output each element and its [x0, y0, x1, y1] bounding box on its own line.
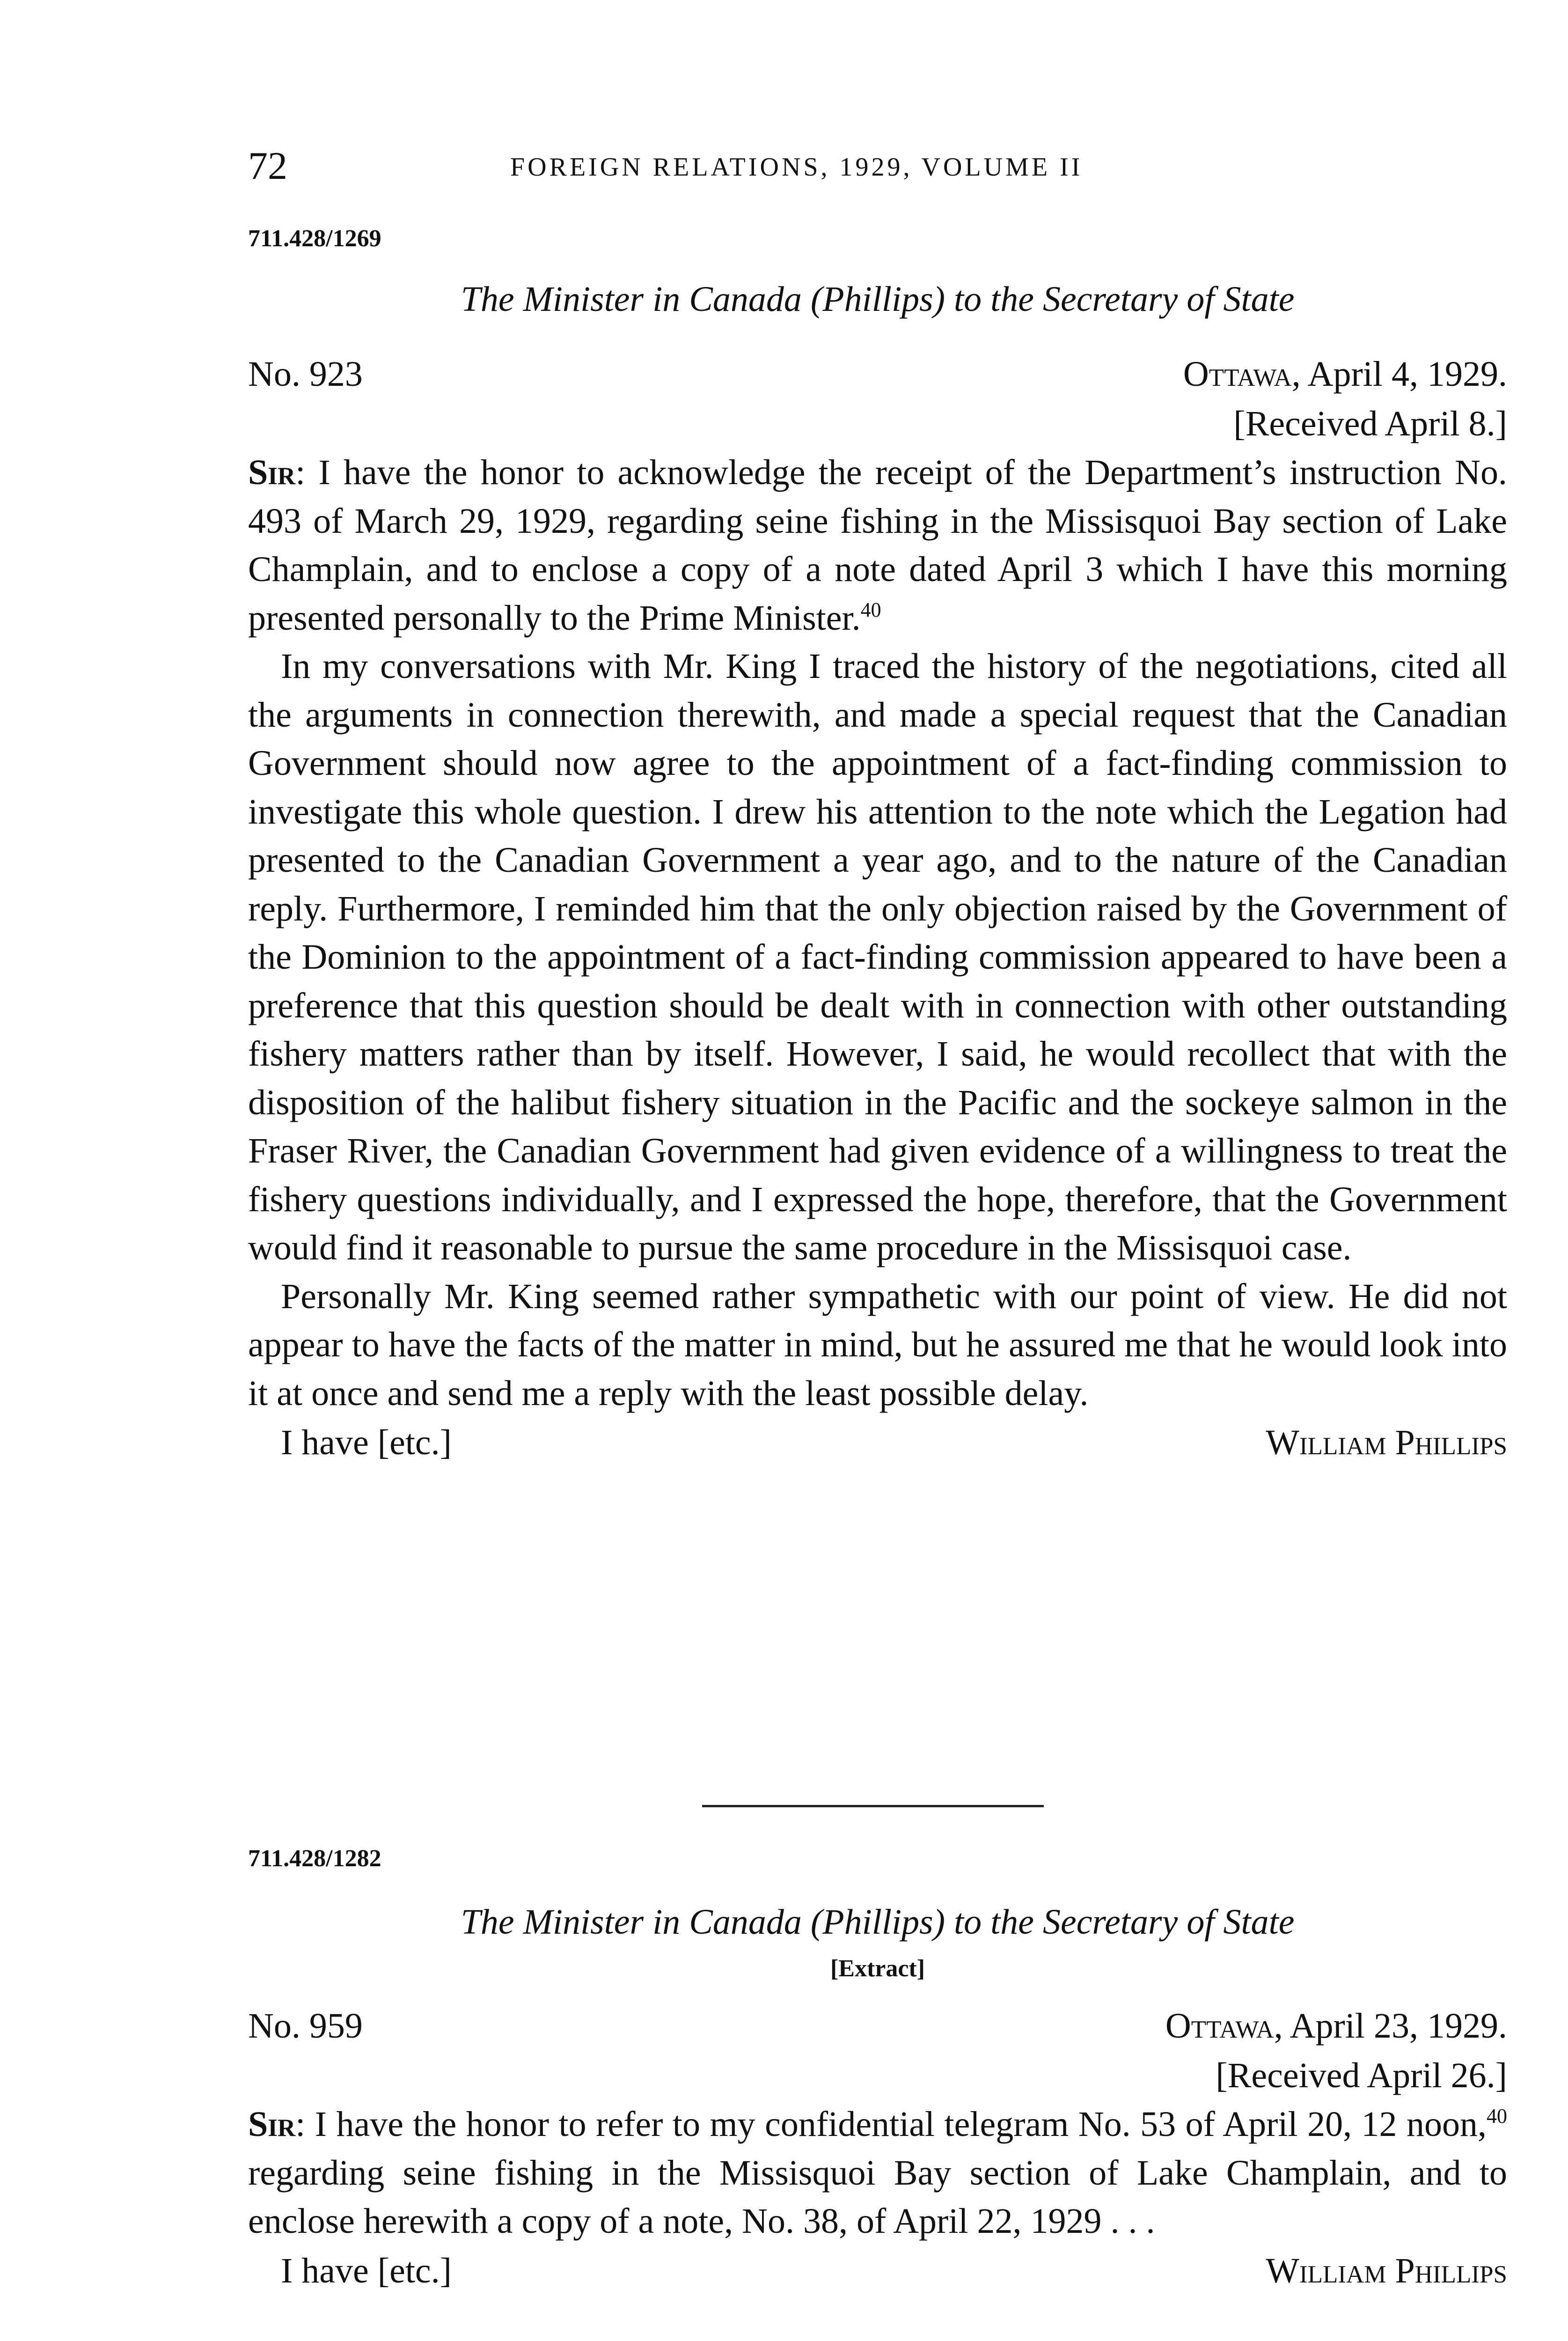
signature: William Phillips [1266, 2251, 1507, 2290]
document-title: The Minister in Canada (Phillips) to the Secretary of State [461, 1902, 1295, 1942]
dateline-place: Ottawa [1183, 354, 1292, 394]
document-number: No. 923 [248, 354, 363, 394]
received-date: [Received April 26.] [1216, 2056, 1507, 2095]
dateline-place: Ottawa [1165, 2006, 1274, 2046]
document-title: The Minister in Canada (Phillips) to the Secretary of State [461, 280, 1295, 319]
running-title: FOREIGN RELATIONS, 1929, VOLUME II [510, 153, 1083, 182]
paragraph-text: regarding seine fishing in the Missisquoi Bay section of Lake Champlain, and to enclose herewith a copy of a note, No. 38, of April 22, 1929 . . . [248, 2153, 1507, 2241]
page-number: 72 [248, 144, 287, 188]
file-number: 711.428/1269 [248, 225, 381, 252]
dateline-date: , April 4, 1929. [1291, 354, 1507, 394]
closing: I have [etc.] [281, 2251, 452, 2290]
document-1 [248, 220, 1507, 1467]
closing-row [248, 2246, 1507, 2296]
footnote-reference: 40 [1487, 2105, 1507, 2128]
running-head [248, 140, 1507, 192]
paragraph [248, 449, 1507, 642]
signature: William Phillips [1266, 1423, 1507, 1462]
letter-body [248, 449, 1507, 1418]
file-number: 711.428/1282 [248, 1845, 381, 1872]
closing: I have [etc.] [281, 1423, 452, 1462]
paragraph-text: : I have the honor to refer to my confidential telegram No. 53 of April 20, 12 noon, [295, 2105, 1487, 2144]
document-header [248, 2001, 1507, 2051]
footnote-reference: 40 [860, 598, 881, 621]
section-divider [702, 1805, 1044, 1807]
dateline [1183, 349, 1507, 399]
salutation: Sir [248, 453, 296, 492]
closing-row [248, 1418, 1507, 1467]
salutation: Sir [248, 2105, 296, 2144]
paragraph: Personally Mr. King seemed rather sympathetic with our point of view. He did not appear to have the facts of the matter in mind, but he assured me that he would look into it at once and send me a reply with the least possible delay. [248, 1276, 1507, 1413]
document-header [248, 349, 1507, 399]
extract-label: [Extract] [830, 1955, 925, 1982]
document-number: No. 959 [248, 2006, 363, 2046]
paragraph-text: : I have the honor to acknowledge the receipt of the Department’s instruction No. 493 of March 29, 1929, regarding seine fishing in the Missisquoi Bay section of Lake Champlain, and to enclose a copy of a note dated April 3 which I have this morning presented personally to the Prime Minister. [248, 453, 1507, 638]
dateline-date: , April 23, 1929. [1274, 2006, 1507, 2046]
paragraph: In my conversations with Mr. King I traced the history of the negotiations, cited all the arguments in connection therewith, and made a special request that the Canadian Government should now agree to the appointment of a fact-finding commission to investigate this whole question. I drew his attention to the note which the Legation had presented to the Canadian Government a year ago, and to the nature of the Canadian reply. Furthermore, I reminded him that the only objection raised by the Government of the Dominion to the appointment of a fact-finding commission appeared to have been a preference that this question should be dealt with in connection with other outstanding fishery matters rather than by itself. However, I said, he would recollect that with the disposition of the halibut fishery situation in the Pacific and the sockeye salmon in the Fraser River, the Canadian Government had given evidence of a willingness to treat the fishery questions individually, and I expressed the hope, therefore, that the Government would find it reasonable to pursue the same procedure in the Missisquoi case. [248, 647, 1507, 1267]
paragraph [248, 2100, 1507, 2246]
received-date: [Received April 8.] [1233, 404, 1507, 443]
letter-body [248, 2100, 1507, 2246]
document-2 [248, 1840, 1507, 2296]
dateline [1165, 2001, 1507, 2051]
